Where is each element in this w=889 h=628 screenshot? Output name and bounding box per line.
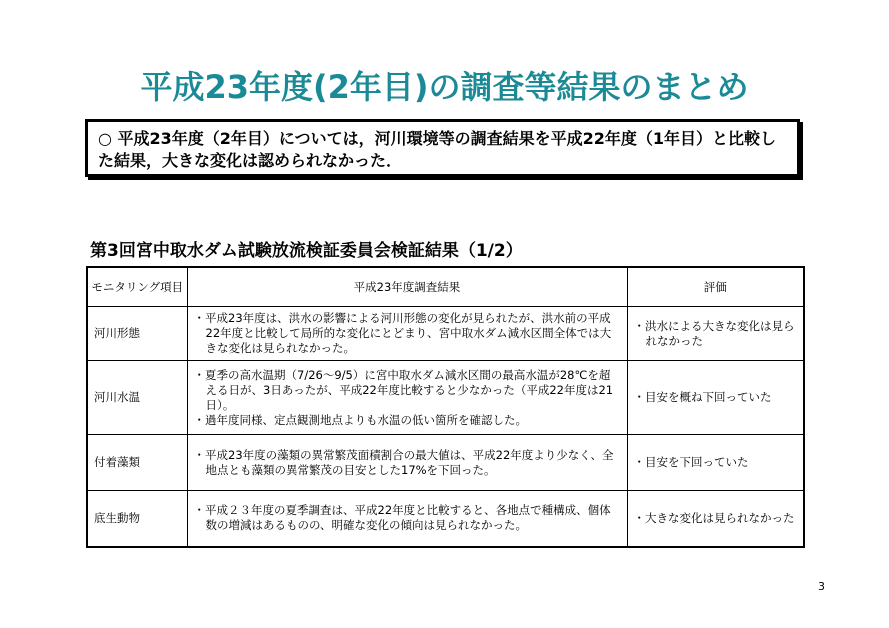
result-line: ・夏季の高水温期（7/26〜9/5）に宮中取水ダム減水区間の最高水温が28℃を超える日が、3日あったが、平成22年度比較すると少なかった（平成22年度は21日）。 — [193, 367, 614, 412]
row-eval — [627, 491, 804, 547]
row-result — [187, 361, 627, 435]
table-header-row — [87, 267, 804, 307]
result-line: ・平成23年度の藻類の異常繁茂面積割合の最大値は、平成22年度より少なく、全地点とも藻類の異常繁茂の目安とした17%を下回った。 — [193, 447, 614, 477]
header-item: モニタリング項目 — [87, 267, 187, 307]
header-eval: 評価 — [627, 267, 804, 307]
row-eval — [627, 361, 804, 435]
section-subtitle: 第3回宮中取水ダム試験放流検証委員会検証結果（1/2） — [90, 241, 523, 261]
table-row — [87, 491, 804, 547]
row-eval — [627, 307, 804, 361]
eval-line: ・洪水による大きな変化は見られなかった — [633, 318, 795, 348]
eval-line: ・目安を概ね下回っていた — [633, 390, 772, 404]
row-result — [187, 491, 627, 547]
eval-line: ・大きな変化は見られなかった — [633, 510, 795, 525]
result-line: ・平成23年度は、洪水の影響による河川形態の変化が見られたが、洪水前の平成22年度と比較して局所的な変化にとどまり、宮中取水ダム減水区間全体では大きな変化は見られなかった。 — [193, 311, 612, 355]
eval-line: ・目安を下回っていた — [633, 455, 749, 469]
row-item: 河川形態 — [87, 307, 187, 361]
row-item: 河川水温 — [87, 361, 187, 435]
summary-box: ○ 平成23年度（2年目）については，河川環境等の調査結果を平成22年度（1年目）と比較した結果，大きな変化は認められなかった． — [85, 119, 800, 177]
table-row — [87, 361, 804, 435]
result-line: ・過年度同様、定点観測地点よりも水温の低い箇所を確認した。 — [193, 412, 527, 427]
row-item: 付着藻類 — [87, 435, 187, 491]
row-result — [187, 307, 627, 361]
results-table — [86, 266, 805, 548]
row-item: 底生動物 — [87, 491, 187, 547]
page-title: 平成23年度(2年目)の調査等結果のまとめ — [140, 68, 749, 106]
table-row — [87, 435, 804, 491]
result-line: ・平成２３年度の夏季調査は、平成22年度と比較すると、各地点で種構成、個体数の増減はあるものの、明確な変化の傾向は見られなかった。 — [193, 503, 611, 533]
header-result: 平成23年度調査結果 — [187, 267, 627, 307]
row-result — [187, 435, 627, 491]
table-row — [87, 307, 804, 361]
row-eval — [627, 435, 804, 491]
page-number: 3 — [818, 580, 825, 593]
